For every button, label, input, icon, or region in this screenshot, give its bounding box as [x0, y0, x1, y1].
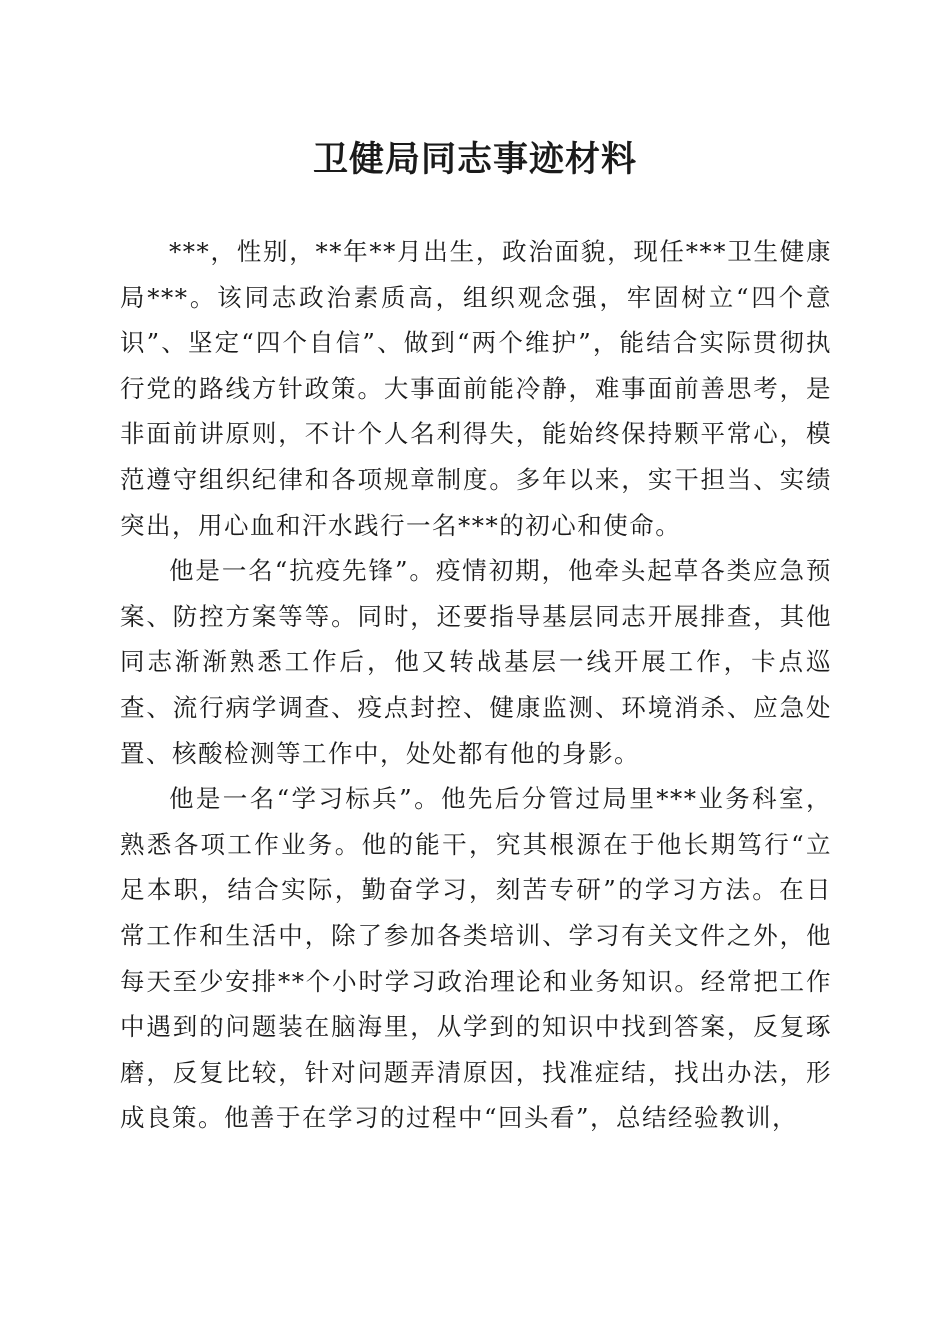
- paragraph-intro: ***，性别，**年**月出生，政治面貌，现任***卫生健康局***。该同志政治素质高，组织观念强，牢固树立“四个意识”、坚定“四个自信”、做到“两个维护”，能结合实际贯彻执行党的路线方针政策。大事面前能冷静，难事面前善思考，是非面前讲原则，不计个人名利得失，能始终保持颗平常心，模范遵守组织纪律和各项规章制度。多年以来，实干担当、实绩突出，用心血和汗水践行一名***的初心和使命。: [120, 237, 832, 540]
- paragraph-epidemic-pioneer: 他是一名“抗疫先锋”。疫情初期，他牵头起草各类应急预案、防控方案等等。同时，还要指导基层同志开展排查，其他同志渐渐熟悉工作后，他又转战基层一线开展工作，卡点巡查、流行病学调查、疫点封控、健康监测、环境消杀、应急处置、核酸检测等工作中，处处都有他的身影。: [120, 556, 832, 768]
- document-body: [120, 229, 832, 1141]
- paragraph-study-model: 他是一名“学习标兵”。他先后分管过局里***业务科室，熟悉各项工作业务。他的能干，究其根源在于他长期笃行“立足本职，结合实际，勤奋学习，刻苦专研”的学习方法。在日常工作和生活中，除了参加各类培训、学习有关文件之外，他每天至少安排**个小时学习政治理论和业务知识。经常把工作中遇到的问题装在脑海里，从学到的知识中找到答案，反复琢磨，反复比较，针对问题弄清原因，找准症结，找出办法，形成良策。他善于在学习的过程中“回头看”，总结经验教训，: [120, 784, 832, 1133]
- document-title: 卫健局同志事迹材料: [312, 139, 637, 180]
